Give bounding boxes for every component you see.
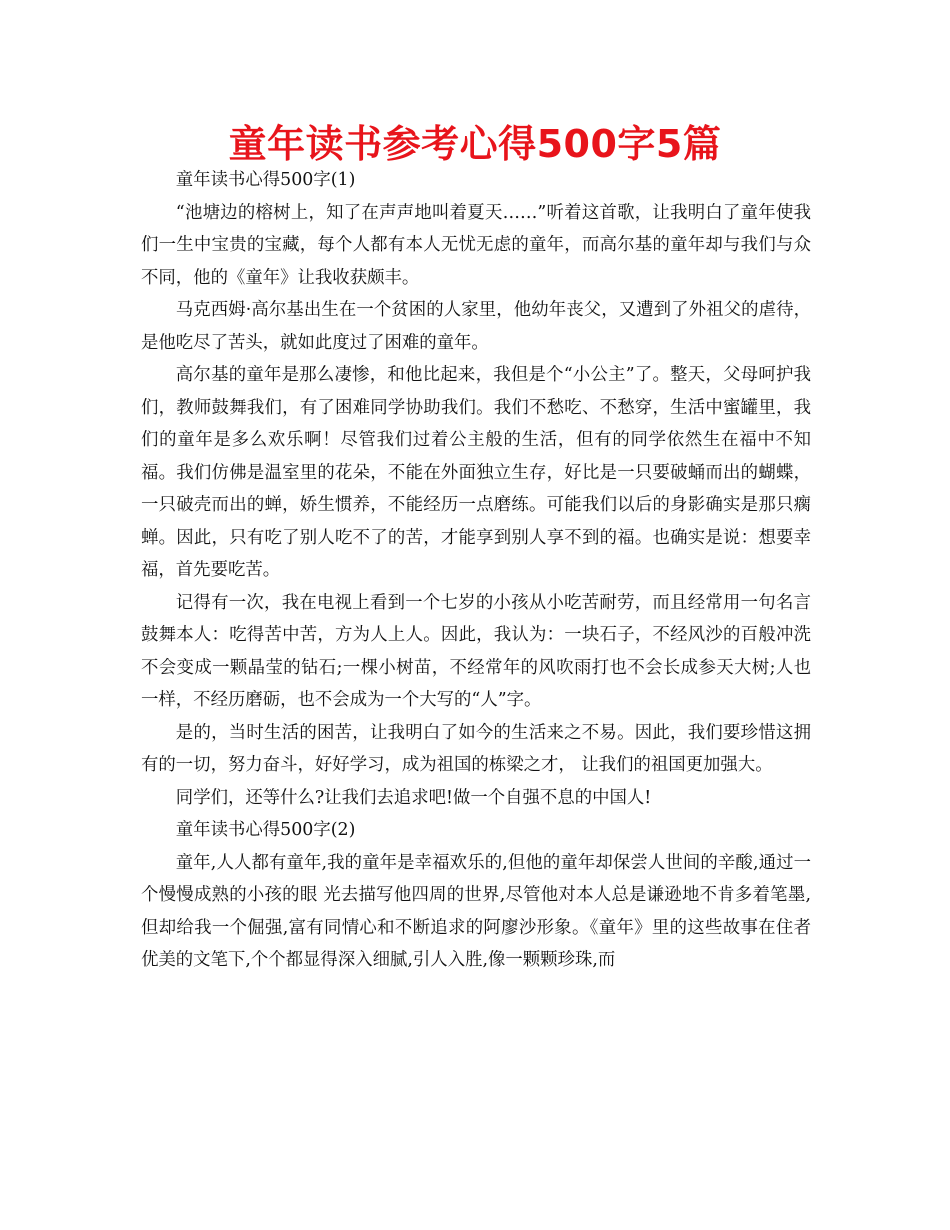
paragraph: 是的，当时生活的困苦，让我明白了如今的生活来之不易。因此，我们要珍惜这拥有的一切，努力奋斗，好好学习，成为祖国的栋梁之才， 让我们的祖国更加强大。 (141, 722, 811, 775)
paragraph: 记得有一次，我在电视上看到一个七岁的小孩从小吃苦耐劳，而且经常用一句名言鼓舞本人：吃得苦中苦，方为人上人。因此，我认为：一块石子，不经风沙的百般冲洗不会变成一颗晶莹的钻石;一棵小树苗，不经常年的风吹雨打也不会长成参天大树;人也一样，不经历磨砺，也不会成为一个大写的“人”字。 (141, 592, 811, 710)
paragraph: 高尔基的童年是那么凄惨，和他比起来，我但是个“小公主”了。整天，父母呵护我们，教师鼓舞我们，有了困难同学协助我们。我们不愁吃、不愁穿，生活中蜜罐里，我们的童年是多么欢乐啊！尽管我们过着公主般的生活，但有的同学依然生在福中不知福。我们仿佛是温室里的花朵，不能在外面独立生存，好比是一只要破蛹而出的蝴蝶，一只破壳而出的蝉，娇生惯养，不能经历一点磨练。可能我们以后的身影确实是那只瘸蝉。因此，只有吃了别人吃不了的苦，才能享到别人享不到的福。也确实是说：想要幸福，首先要吃苦。 (141, 365, 811, 580)
paragraph: 同学们，还等什么?让我们去追求吧!做一个自强不息的中国人! (175, 787, 652, 808)
paragraph: 童年,人人都有童年,我的童年是幸福欢乐的,但他的童年却保尝人世间的辛酸,通过一个慢慢成熟的小孩的眼 光去描写他四周的世界,尽管他对本人总是谦逊地不肯多着笔墨,但却给我一个倔强,富有同情心和不断追求的阿廖沙形象。《童年》里的这些故事在住者优美的文笔下,个个都显得深入细腻,引人入胜,像一颗颗珍珠,而 (141, 852, 811, 970)
section-heading-1: 童年读书心得500字(1) (175, 170, 356, 190)
document-body (141, 164, 811, 977)
document-title: 童年读书参考心得500字5篇 (228, 122, 722, 166)
section-heading-2: 童年读书心得500字(2) (175, 820, 356, 840)
paragraph: “池塘边的榕树上，知了在声声地叫着夏天……”听着这首歌，让我明白了童年使我们一生中宝贵的宝藏，每个人都有本人无忧无虑的童年，而高尔基的童年却与我们与众不同，他的《童年》让我收获颇丰。 (141, 202, 811, 288)
paragraph: 马克西姆·高尔基出生在一个贫困的人家里，他幼年丧父，又遭到了外祖父的虐待，是他吃尽了苦头，就如此度过了困难的童年。 (141, 300, 811, 353)
